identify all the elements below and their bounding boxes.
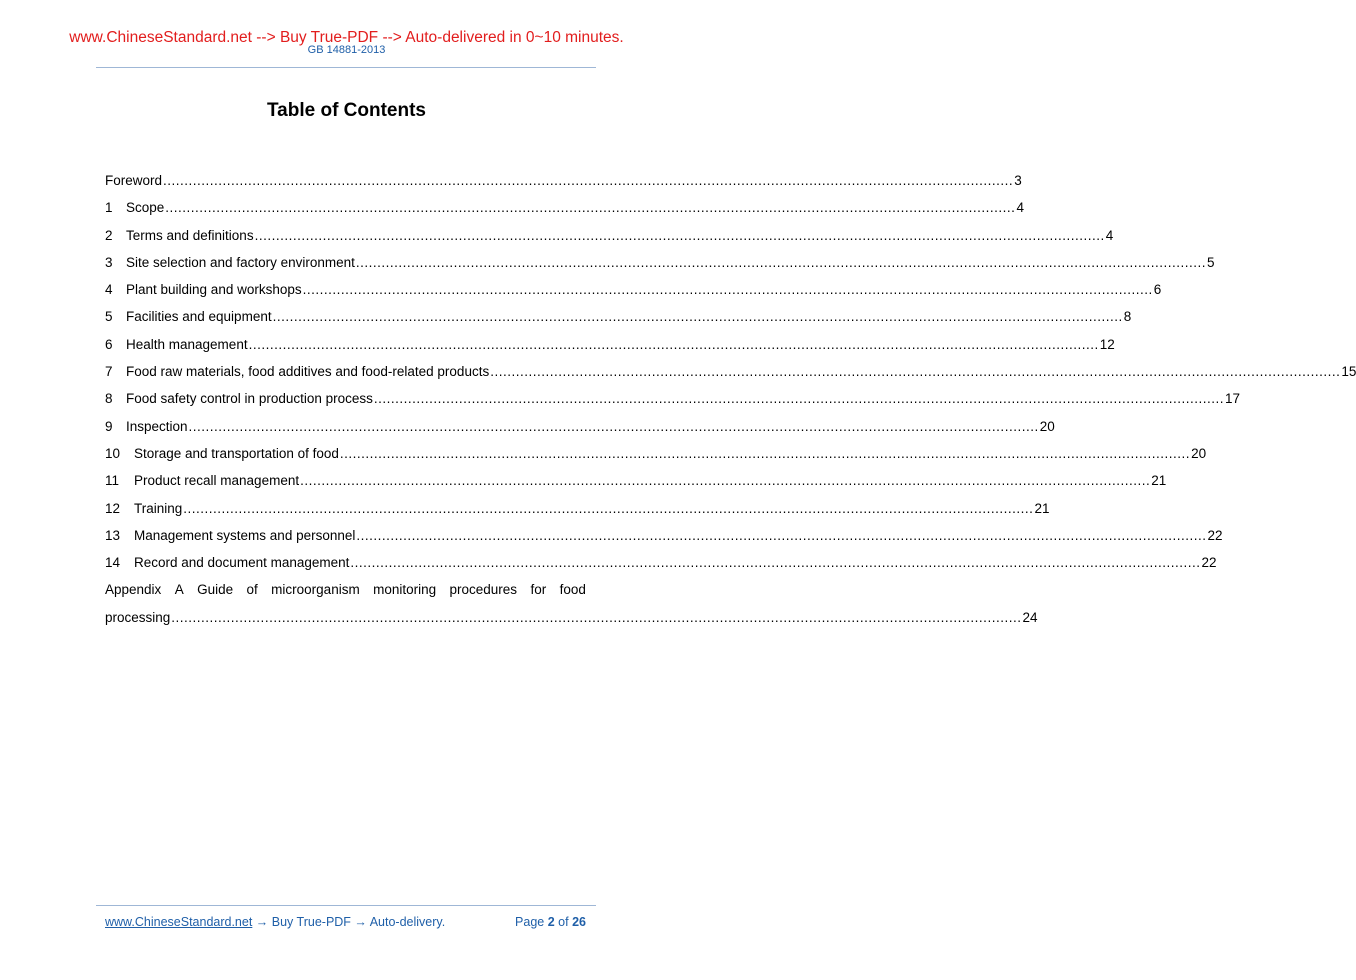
toc-entry-label: Inspection bbox=[126, 418, 188, 434]
toc-dot-leader: ........................................................................................................................................................................................................ bbox=[171, 609, 1022, 625]
toc-entry-foreword[interactable] bbox=[105, 172, 1022, 199]
toc-dot-leader: ........................................................................................................................................................................................................ bbox=[183, 500, 1034, 516]
table-of-contents bbox=[105, 172, 1356, 636]
appendix-word: of bbox=[246, 582, 258, 598]
appendix-word: procedures bbox=[449, 582, 518, 598]
toc-dot-leader: ........................................................................................................................................................................................................ bbox=[490, 364, 1341, 380]
toc-entry-records[interactable] bbox=[105, 554, 1217, 581]
toc-dot-leader: ........................................................................................................................................................................................................ bbox=[356, 527, 1207, 543]
page-title: Table of Contents bbox=[266, 100, 427, 121]
appendix-word: Appendix bbox=[105, 582, 162, 598]
toc-entry-page: 22 bbox=[1201, 555, 1217, 571]
page-label: Page bbox=[515, 915, 545, 929]
toc-entry-number: 4 bbox=[105, 282, 113, 298]
toc-entry-number: 6 bbox=[105, 336, 113, 352]
appendix-word: for bbox=[530, 582, 547, 598]
toc-entry-label: Training bbox=[134, 500, 183, 516]
toc-entry-management-systems[interactable] bbox=[105, 527, 1223, 554]
toc-entry-page: 21 bbox=[1034, 500, 1050, 516]
toc-entry-training[interactable] bbox=[105, 500, 1050, 527]
toc-entry-label: Food safety control in production process bbox=[126, 391, 373, 407]
toc-entry-storage[interactable] bbox=[105, 445, 1207, 472]
toc-entry-page: 24 bbox=[1022, 609, 1038, 625]
toc-entry-number: 1 bbox=[105, 200, 113, 216]
appendix-word: microorganism bbox=[271, 582, 360, 598]
toc-entry-page: 4 bbox=[1105, 227, 1114, 243]
appendix-word: A bbox=[174, 582, 184, 598]
toc-entry-facilities[interactable] bbox=[105, 308, 1132, 335]
toc-dot-leader: ........................................................................................................................................................................................................ bbox=[272, 309, 1123, 325]
toc-entry-number: 8 bbox=[105, 391, 113, 407]
page-of: of bbox=[558, 915, 569, 929]
toc-entry-page: 3 bbox=[1014, 173, 1022, 188]
toc-entry-label: Terms and definitions bbox=[126, 227, 254, 243]
toc-dot-leader: ........................................................................................................................................................................................................ bbox=[302, 282, 1153, 298]
toc-dot-leader: ........................................................................................................................................................................................................ bbox=[300, 473, 1151, 489]
toc-entry-page: 6 bbox=[1153, 282, 1162, 298]
header-divider bbox=[96, 67, 596, 68]
toc-entry-page: 15 bbox=[1341, 364, 1356, 380]
toc-entry-page: 20 bbox=[1039, 418, 1055, 434]
toc-entry-page: 22 bbox=[1207, 527, 1223, 543]
toc-entry-label: Health management bbox=[126, 336, 248, 352]
toc-entry-label: Product recall management bbox=[134, 473, 300, 489]
toc-entry-number: 10 bbox=[105, 445, 121, 461]
toc-dot-leader: ........................................................................................................................................................................................................ bbox=[350, 555, 1201, 571]
toc-entry-page: 8 bbox=[1123, 309, 1132, 325]
standard-code: GB 14881-2013 bbox=[307, 44, 386, 56]
page-current: 2 bbox=[547, 915, 555, 929]
toc-entry-number: 12 bbox=[105, 500, 121, 516]
toc-entry-number: 11 bbox=[105, 473, 120, 489]
toc-entry-label: Plant building and workshops bbox=[126, 282, 302, 298]
toc-entry-label: Site selection and factory environment bbox=[126, 254, 355, 270]
toc-entry-terms[interactable] bbox=[105, 227, 1114, 254]
header-banner[interactable]: www.ChineseStandard.net --> Buy True-PDF --> Auto-delivered in 0~10 minutes. bbox=[69, 29, 624, 46]
toc-entry-raw-materials[interactable] bbox=[105, 363, 1356, 390]
toc-entry-page: 4 bbox=[1016, 200, 1024, 216]
toc-entry-site-selection[interactable] bbox=[105, 254, 1215, 281]
toc-entry-page: 5 bbox=[1207, 254, 1215, 270]
toc-entry-appendix-a-continued[interactable] bbox=[105, 609, 1038, 636]
page-total: 26 bbox=[572, 915, 586, 929]
toc-entry-plant-building[interactable] bbox=[105, 281, 1162, 308]
page-footer bbox=[105, 914, 586, 930]
toc-entry-number: 14 bbox=[105, 555, 121, 571]
toc-entry-health[interactable] bbox=[105, 336, 1115, 363]
toc-entry-recall[interactable] bbox=[105, 472, 1167, 499]
toc-dot-leader: ........................................................................................................................................................................................................ bbox=[339, 445, 1191, 461]
page-number bbox=[515, 914, 586, 930]
toc-entry-number: 13 bbox=[105, 527, 121, 543]
toc-dot-leader: ........................................................................................................................................................................................................ bbox=[165, 200, 1016, 216]
toc-entry-number: 3 bbox=[105, 254, 113, 270]
toc-entry-number: 5 bbox=[105, 309, 113, 325]
toc-dot-leader: ........................................................................................................................................................................................................ bbox=[254, 227, 1105, 243]
footer-divider bbox=[96, 905, 596, 906]
toc-entry-page: 12 bbox=[1099, 336, 1115, 352]
toc-entry-label: Foreword bbox=[105, 173, 163, 188]
toc-entry-label: Food raw materials, food additives and food-related products bbox=[126, 364, 490, 380]
toc-dot-leader: ........................................................................................................................................................................................................ bbox=[373, 391, 1225, 407]
toc-entry-label: Storage and transportation of food bbox=[134, 445, 339, 461]
toc-entry-number: 9 bbox=[105, 418, 113, 434]
appendix-word: Guide bbox=[197, 582, 234, 598]
toc-entry-safety-control[interactable] bbox=[105, 390, 1241, 417]
toc-entry-label: processing bbox=[105, 609, 171, 625]
toc-entry-number: 7 bbox=[105, 364, 113, 380]
toc-dot-leader: ........................................................................................................................................................................................................ bbox=[188, 418, 1039, 434]
toc-dot-leader: ........................................................................................................................................................................................................ bbox=[248, 336, 1099, 352]
footer-site-link[interactable]: www.ChineseStandard.net bbox=[105, 915, 253, 929]
toc-entry-page: 17 bbox=[1225, 391, 1241, 407]
toc-entry-label: Scope bbox=[126, 200, 165, 216]
toc-entry-label: Facilities and equipment bbox=[126, 309, 272, 325]
toc-entry-scope[interactable] bbox=[105, 199, 1024, 226]
footer-tagline: → Buy True-PDF → Auto-delivery. bbox=[252, 915, 446, 929]
toc-entry-label: Record and document management bbox=[134, 555, 350, 571]
toc-dot-leader: ........................................................................................................................................................................................................ bbox=[163, 173, 1014, 188]
toc-entry-label: Management systems and personnel bbox=[134, 527, 356, 543]
toc-dot-leader: ........................................................................................................................................................................................................ bbox=[355, 254, 1207, 270]
toc-entry-appendix-a[interactable] bbox=[105, 581, 586, 608]
toc-entry-page: 21 bbox=[1151, 473, 1167, 489]
toc-entry-inspection[interactable] bbox=[105, 418, 1055, 445]
appendix-word: food bbox=[559, 582, 586, 598]
toc-entry-page: 20 bbox=[1191, 445, 1207, 461]
appendix-word: monitoring bbox=[373, 582, 437, 598]
toc-entry-number: 2 bbox=[105, 227, 113, 243]
